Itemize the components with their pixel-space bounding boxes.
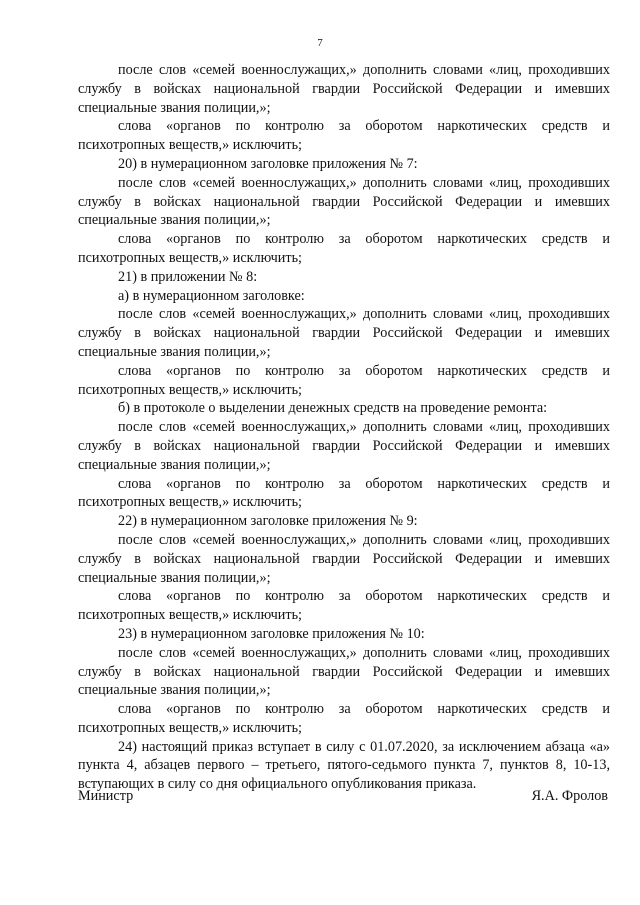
paragraph: слова «органов по контролю за оборотом наркотических средств и психотропных веществ,» исключить;: [78, 701, 610, 736]
paragraph: после слов «семей военнослужащих,» дополнить словами «лиц, проходивших службу в войсках национальной гвардии Российской Федерации и имевших специальные звания полиции,»;: [78, 62, 610, 116]
paragraph: после слов «семей военнослужащих,» дополнить словами «лиц, проходивших службу в войсках национальной гвардии Российской Федерации и имевших специальные звания полиции,»;: [78, 174, 610, 229]
list-item-heading: 22) в нумерационном заголовке приложения № 9:: [118, 513, 418, 530]
paragraph: слова «органов по контролю за оборотом наркотических средств и психотропных веществ,» исключить;: [78, 231, 610, 266]
list-item-heading: 23) в нумерационном заголовке приложения № 10:: [118, 625, 425, 642]
page-number: 7: [317, 37, 323, 49]
paragraph: слова «органов по контролю за оборотом наркотических средств и психотропных веществ,» исключить;: [78, 362, 610, 398]
list-item-heading: б) в протоколе о выделении денежных средств на проведение ремонта:: [118, 400, 548, 417]
list-item-heading: 21) в приложении № 8:: [118, 268, 258, 285]
signatory-name: Я.А. Фролов: [531, 788, 608, 804]
paragraph: слова «органов по контролю за оборотом наркотических средств и психотропных веществ,» исключить;: [78, 475, 610, 511]
list-item-heading: 20) в нумерационном заголовке приложения № 7:: [118, 155, 418, 172]
paragraph: после слов «семей военнослужащих,» дополнить словами «лиц, проходивших службу в войсках национальной гвардии Российской Федерации и имевших специальные звания полиции,»;: [78, 531, 610, 586]
paragraph: после слов «семей военнослужащих,» дополнить словами «лиц, проходивших службу в войсках национальной гвардии Российской Федерации и имевших специальные звания полиции,»;: [78, 306, 610, 360]
paragraph: после слов «семей военнослужащих,» дополнить словами «лиц, проходивших службу в войсках национальной гвардии Российской Федерации и имевших специальные звания полиции,»;: [78, 419, 610, 473]
paragraph: слова «органов по контролю за оборотом наркотических средств и психотропных веществ,» исключить;: [78, 118, 610, 154]
document-body: [78, 61, 610, 794]
paragraph: 24) настоящий приказ вступает в силу с 01.07.2020, за исключением абзаца «а» пункта 4, абзацев первого – третьего, пятого-седьмого пункта 7, пунктов 8, 10-13, вступающих в силу со дня официального опубликования приказа.: [78, 738, 610, 793]
paragraph: после слов «семей военнослужащих,» дополнить словами «лиц, проходивших службу в войсках национальной гвардии Российской Федерации и имевших специальные звания полиции,»;: [78, 644, 610, 699]
paragraph: слова «органов по контролю за оборотом наркотических средств и психотропных веществ,» исключить;: [78, 588, 610, 624]
list-item-heading: а) в нумерационном заголовке:: [118, 287, 305, 304]
signatory-title: Министр: [78, 788, 134, 804]
